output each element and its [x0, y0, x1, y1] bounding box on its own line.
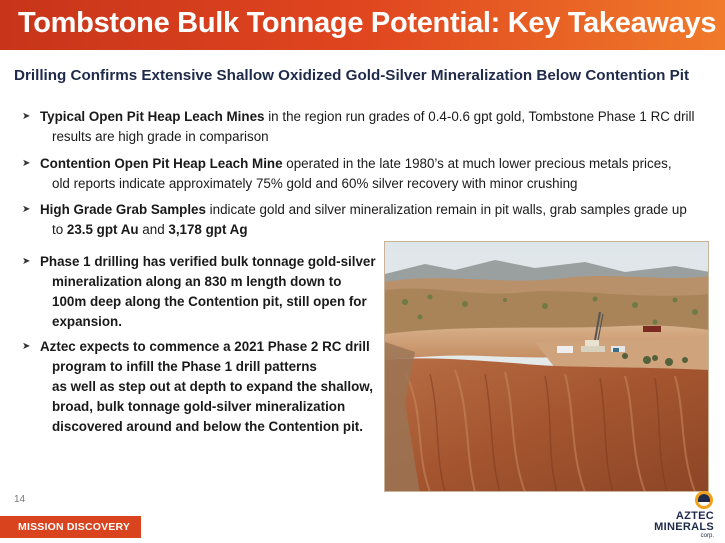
- arrowhead-bullet-icon: ➤: [22, 204, 31, 215]
- aztec-sun-logo-icon: [694, 490, 714, 510]
- bullet-text: indicate gold and silver mineralization remain in pit walls, grab samples grade up: [205, 202, 687, 217]
- slide-subtitle: Drilling Confirms Extensive Shallow Oxidized Gold-Silver Mineralization Below Contention Pit: [14, 67, 690, 84]
- bullet-line: broad, bulk tonnage gold-silver mineralization: [52, 399, 346, 414]
- slide-title: Tombstone Bulk Tonnage Potential: Key Takeaways: [18, 7, 717, 39]
- title-bar: [0, 0, 725, 50]
- bullet-text: operated in the late 1980’s at much lower precious metals prices,: [282, 156, 672, 171]
- bullet-line: program to infill the Phase 1 drill patterns: [52, 359, 317, 374]
- bullet-line: mineralization along an 830 m length down to: [52, 274, 342, 289]
- bullet-bold-lead: High Grade Grab Samples: [40, 202, 206, 217]
- page-number: 14: [14, 494, 26, 505]
- bullet-line: Phase 1 drilling has verified bulk tonnage gold-silver: [40, 254, 376, 269]
- bullet-text: results are high grade in comparison: [52, 129, 269, 144]
- bullet-line: Aztec expects to commence a 2021 Phase 2 RC drill: [40, 339, 370, 354]
- bullet-line: expansion.: [52, 314, 122, 329]
- bullet-text: to: [52, 222, 67, 237]
- mission-discovery-label: MISSION DISCOVERY: [18, 521, 131, 533]
- arrowhead-bullet-icon: ➤: [22, 341, 31, 352]
- bullet-text: old reports indicate approximately 75% gold and 60% silver recovery with minor crushing: [52, 176, 578, 191]
- bullet-text: and: [138, 222, 169, 237]
- bullet-bold-lead: Typical Open Pit Heap Leach Mines: [40, 109, 265, 124]
- bullet-line: 100m deep along the Contention pit, still open for: [52, 294, 367, 309]
- logo-text-corp: corp.: [700, 533, 714, 539]
- bullet-line: discovered around and below the Contention pit.: [52, 419, 363, 434]
- bullet-bold-lead: Contention Open Pit Heap Leach Mine: [40, 156, 283, 171]
- gold-grade: 23.5 gpt Au: [66, 222, 139, 237]
- open-pit-photo: [384, 241, 709, 492]
- logo-text-aztec: AZTEC: [675, 510, 714, 522]
- bullet-line: as well as step out at depth to expand the shallow,: [52, 379, 373, 394]
- silver-grade: 3,178 gpt Ag: [168, 222, 248, 237]
- mission-discovery-tag: [0, 516, 141, 538]
- arrowhead-bullet-icon: ➤: [22, 158, 31, 169]
- arrowhead-bullet-icon: ➤: [22, 256, 31, 267]
- aztec-minerals-logo: [636, 488, 722, 540]
- bullet-text: in the region run grades of 0.4-0.6 gpt gold, Tombstone Phase 1 RC drill: [264, 109, 695, 124]
- arrowhead-bullet-icon: ➤: [22, 111, 31, 122]
- logo-text-minerals: MINERALS: [654, 521, 714, 533]
